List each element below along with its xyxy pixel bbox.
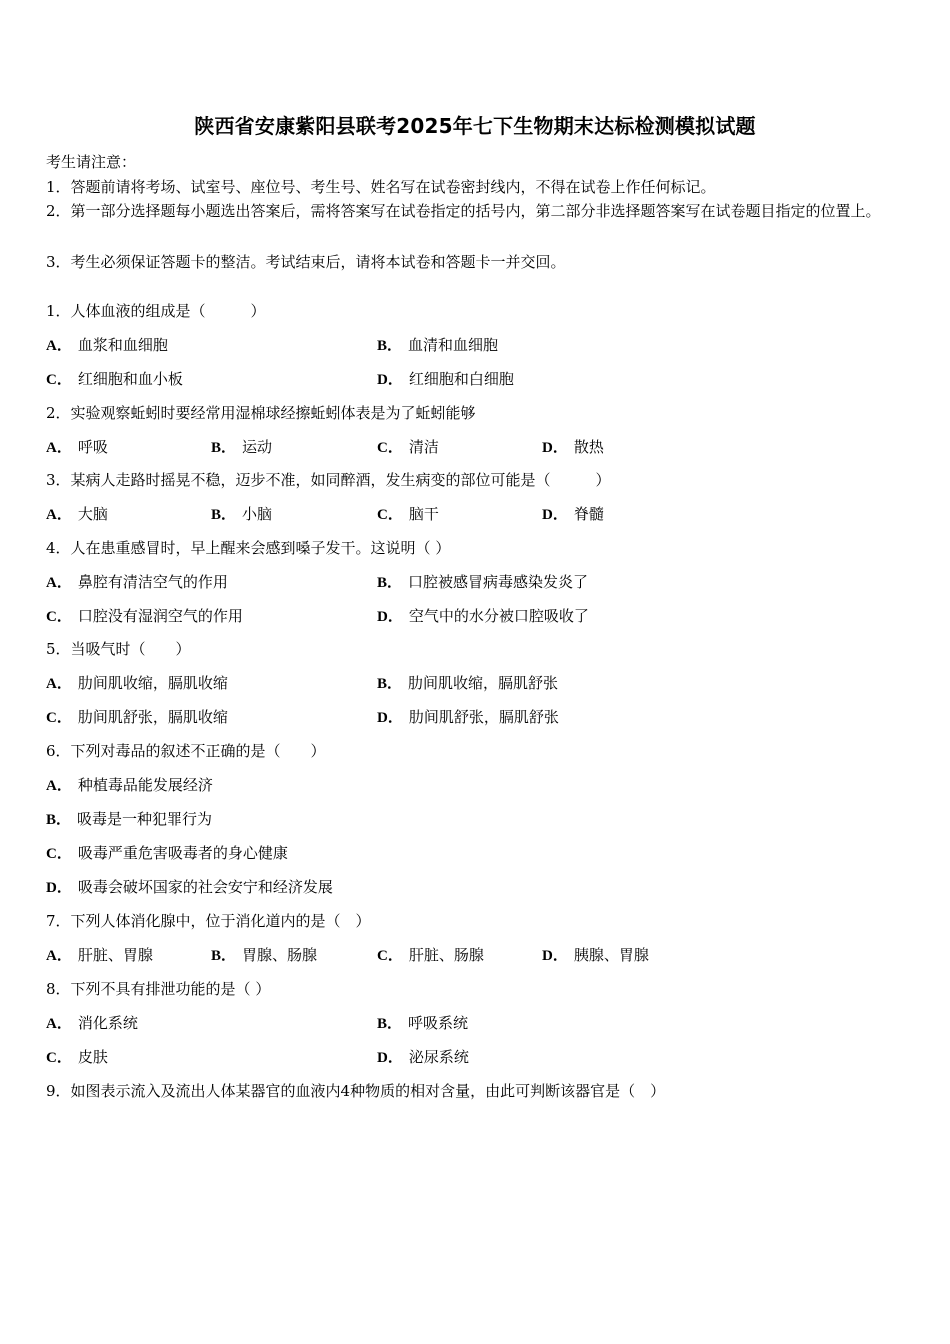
notice-item: 3．考生必须保证答题卡的整洁。考试结束后，请将本试卷和答题卡一并交回。 <box>46 253 566 271</box>
option-c <box>46 368 183 391</box>
option-text: 胰腺、胃腺 <box>573 946 649 964</box>
option-text: 吸毒是一种犯罪行为 <box>77 810 213 828</box>
question-stem: 1．人体血液的组成是（ ） <box>46 302 266 320</box>
option-key: B． <box>211 948 237 964</box>
option-text: 肝脏、肠腺 <box>408 946 484 964</box>
option-text: 运动 <box>242 438 273 456</box>
option-a <box>46 503 108 526</box>
option-key: D． <box>542 440 568 456</box>
option-key: D． <box>377 1050 403 1066</box>
option-key: A． <box>46 440 72 456</box>
question-stem: 7．下列人体消化腺中，位于消化道内的是（ ） <box>46 912 371 930</box>
option-b <box>377 672 558 695</box>
question-stem: 4．人在患重感冒时，早上醒来会感到嗓子发干。这说明（ ） <box>46 539 451 557</box>
option-text: 血清和血细胞 <box>408 336 499 354</box>
option-text: 肋间肌收缩，膈肌舒张 <box>408 674 559 692</box>
option-text: 消化系统 <box>77 1014 138 1032</box>
option-c <box>377 944 484 967</box>
option-a <box>46 436 108 459</box>
notice-item: 2．第一部分选择题每小题选出答案后，需将答案写在试卷指定的括号内，第二部分非选择题答案写在试卷题目指定的位置上。 <box>46 202 881 220</box>
option-text: 肋间肌收缩，膈肌收缩 <box>77 674 228 692</box>
option-text: 空气中的水分被口腔吸收了 <box>408 607 589 625</box>
option-key: B． <box>211 440 237 456</box>
notice-item: 1．答题前请将考场、试室号、座位号、考生号、姓名写在试卷密封线内，不得在试卷上作任何标记。 <box>46 178 716 196</box>
option-key: A． <box>46 676 72 692</box>
option-key: D． <box>542 948 568 964</box>
option-text: 脊髓 <box>573 505 604 523</box>
option-text: 吸毒会破坏国家的社会安宁和经济发展 <box>77 878 333 896</box>
option-d <box>377 368 514 391</box>
option-c <box>46 706 228 729</box>
option-d <box>542 944 649 967</box>
option-text: 种植毒品能发展经济 <box>77 776 213 794</box>
option-text: 口腔没有湿润空气的作用 <box>77 607 243 625</box>
option-key: B． <box>377 338 403 354</box>
option-d <box>377 605 589 628</box>
question-stem: 5．当吸气时（ ） <box>46 640 191 658</box>
option-d <box>542 503 604 526</box>
option-b <box>46 808 212 831</box>
option-text: 呼吸系统 <box>408 1014 469 1032</box>
option-text: 脑干 <box>408 505 439 523</box>
option-text: 泌尿系统 <box>408 1048 469 1066</box>
option-key: C． <box>46 846 72 862</box>
option-key: B． <box>377 575 403 591</box>
option-key: C． <box>46 710 72 726</box>
notice-heading: 考生请注意： <box>46 153 137 171</box>
option-text: 红细胞和白细胞 <box>408 370 514 388</box>
option-key: A． <box>46 778 72 794</box>
option-c <box>46 605 243 628</box>
option-c <box>377 436 439 459</box>
option-text: 散热 <box>573 438 604 456</box>
option-a <box>46 672 228 695</box>
option-key: A． <box>46 1016 72 1032</box>
option-key: D． <box>542 507 568 523</box>
option-key: A． <box>46 575 72 591</box>
option-key: B． <box>211 507 237 523</box>
option-text: 吸毒严重危害吸毒者的身心健康 <box>77 844 288 862</box>
option-text: 肋间肌舒张，膈肌收缩 <box>77 708 228 726</box>
option-key: C． <box>377 507 403 523</box>
option-key: C． <box>46 372 72 388</box>
option-key: A． <box>46 338 72 354</box>
option-text: 鼻腔有清洁空气的作用 <box>77 573 228 591</box>
option-key: B． <box>377 1016 403 1032</box>
option-key: D． <box>377 372 403 388</box>
option-b <box>211 436 272 459</box>
option-b <box>211 503 272 526</box>
option-d <box>46 876 333 899</box>
question-stem: 2．实验观察蚯蚓时要经常用湿棉球经擦蚯蚓体表是为了蚯蚓能够 <box>46 404 476 422</box>
option-c <box>46 1046 108 1069</box>
option-text: 胃腺、肠腺 <box>242 946 318 964</box>
option-text: 口腔被感冒病毒感染发炎了 <box>408 573 589 591</box>
question-stem: 8．下列不具有排泄功能的是（ ） <box>46 980 271 998</box>
option-text: 肋间肌舒张，膈肌舒张 <box>408 708 559 726</box>
option-key: A． <box>46 948 72 964</box>
option-a <box>46 1012 138 1035</box>
option-key: C． <box>377 948 403 964</box>
option-a <box>46 944 153 967</box>
option-b <box>377 334 498 357</box>
option-text: 红细胞和血小板 <box>77 370 183 388</box>
option-key: B． <box>46 812 72 828</box>
option-c <box>46 842 288 865</box>
option-key: C． <box>46 609 72 625</box>
exam-title: 陕西省安康紫阳县联考2025年七下生物期末达标检测模拟试题 <box>194 114 756 138</box>
option-text: 大脑 <box>77 505 108 523</box>
question-stem: 3．某病人走路时摇晃不稳，迈步不准，如同醉酒，发生病变的部位可能是（ ） <box>46 471 611 489</box>
option-b <box>211 944 317 967</box>
option-a <box>46 774 213 797</box>
option-d <box>542 436 604 459</box>
option-key: D． <box>377 710 403 726</box>
option-d <box>377 1046 469 1069</box>
option-text: 皮肤 <box>77 1048 108 1066</box>
option-key: D． <box>46 880 72 896</box>
option-key: C． <box>377 440 403 456</box>
option-c <box>377 503 439 526</box>
option-key: C． <box>46 1050 72 1066</box>
option-b <box>377 571 588 594</box>
option-a <box>46 334 168 357</box>
option-b <box>377 1012 468 1035</box>
option-text: 血浆和血细胞 <box>77 336 168 354</box>
option-d <box>377 706 559 729</box>
option-key: D． <box>377 609 403 625</box>
question-stem: 9．如图表示流入及流出人体某器官的血液内4种物质的相对含量，由此可判断该器官是（ ） <box>46 1082 666 1100</box>
question-stem: 6．下列对毒品的叙述不正确的是（ ） <box>46 742 326 760</box>
option-key: B． <box>377 676 403 692</box>
option-text: 肝脏、胃腺 <box>77 946 153 964</box>
option-text: 小脑 <box>242 505 273 523</box>
option-a <box>46 571 228 594</box>
option-key: A． <box>46 507 72 523</box>
option-text: 呼吸 <box>77 438 108 456</box>
option-text: 清洁 <box>408 438 439 456</box>
